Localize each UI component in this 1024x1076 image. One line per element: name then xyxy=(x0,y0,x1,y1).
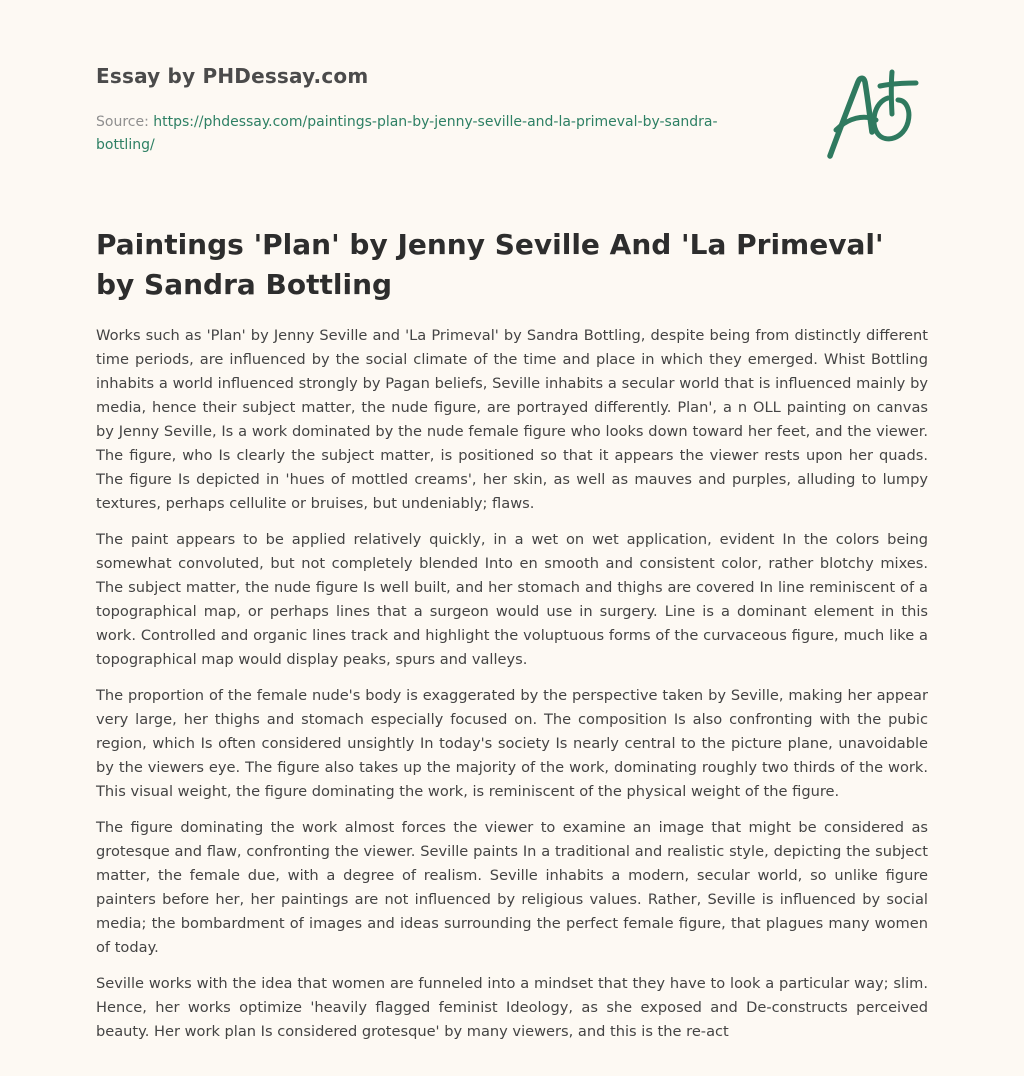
essay-paragraph: The proportion of the female nude's body is exaggerated by the perspective taken by Seville, making her appear very large, her thighs and stomach especially focused on. The composition Is also confronting with the pubic region, which Is often considered unsightly In today's society Is nearly central to the picture plane, unavoidable by the viewers eye. The figure also takes up the majority of the work, dominating roughly two thirds of the work. This visual weight, the figure dominating the work, is reminiscent of the physical weight of the figure. xyxy=(96,687,928,800)
source-label: Source: xyxy=(96,114,149,130)
a-plus-logo-icon xyxy=(824,68,924,164)
essay-paragraph: The paint appears to be applied relatively quickly, in a wet on wet application, evident In the colors being somewhat convoluted, but not completely blended Into en smooth and consistent color, rather blotchy mixes. The subject matter, the nude figure Is well built, and her stomach and thighs are covered In line reminiscent of a topographical map, or perhaps lines that a surgeon would use in surgery. Line is a dominant element in this work. Controlled and organic lines track and highlight the voluptuous forms of the curvaceous figure, much like a topographical map would display peaks, spurs and valleys. xyxy=(96,531,928,668)
site-brand: Essay by PHDessay.com xyxy=(96,64,369,88)
essay-title: Paintings 'Plan' by Jenny Seville And 'La Primeval' by Sandra Bottling xyxy=(96,228,884,301)
essay-paragraph: The figure dominating the work almost forces the viewer to examine an image that might be considered as grotesque and flaw, confronting the viewer. Seville paints In a traditional and realistic style, depicting the subject matter, the female due, with a degree of realism. Seville inhabits a modern, secular world, so unlike figure painters before her, her paintings are not influenced by religious values. Rather, Seville is influenced by social media; the bombardment of images and ideas surrounding the perfect female figure, that plagues many women of today. xyxy=(96,819,928,956)
essay-paragraph: Seville works with the idea that women are funneled into a mindset that they have to look a particular way; slim. Hence, her works optimize 'heavily flagged feminist Ideology, as she exposed and De-constructs perceived beauty. Her work plan Is considered grotesque' by many viewers, and this is the re-act xyxy=(96,975,928,1040)
source-link[interactable]: https://phdessay.com/paintings-plan-by-jenny-seville-and-la-primeval-by-sandra-bottling/ xyxy=(96,114,718,153)
essay-body xyxy=(96,324,928,1056)
essay-paragraph: Works such as 'Plan' by Jenny Seville and 'La Primeval' by Sandra Bottling, despite being from distinctly different time periods, are influenced by the social climate of the time and place in which they emerged. Whist Bottling inhabits a world influenced strongly by Pagan beliefs, Seville inhabits a secular world that is influenced mainly by media, hence their subject matter, the nude figure, are portrayed differently. Plan', a n OLL painting on canvas by Jenny Seville, Is a work dominated by the nude female figure who looks down toward her feet, and the viewer. The figure, who Is clearly the subject matter, is positioned so that it appears the viewer rests upon her quads. The figure Is depicted in 'hues of mottled creams', her skin, as well as mauves and purples, alluding to lumpy textures, perhaps cellulite or bruises, but undeniably; flaws. xyxy=(96,327,928,512)
source-line xyxy=(96,111,736,157)
